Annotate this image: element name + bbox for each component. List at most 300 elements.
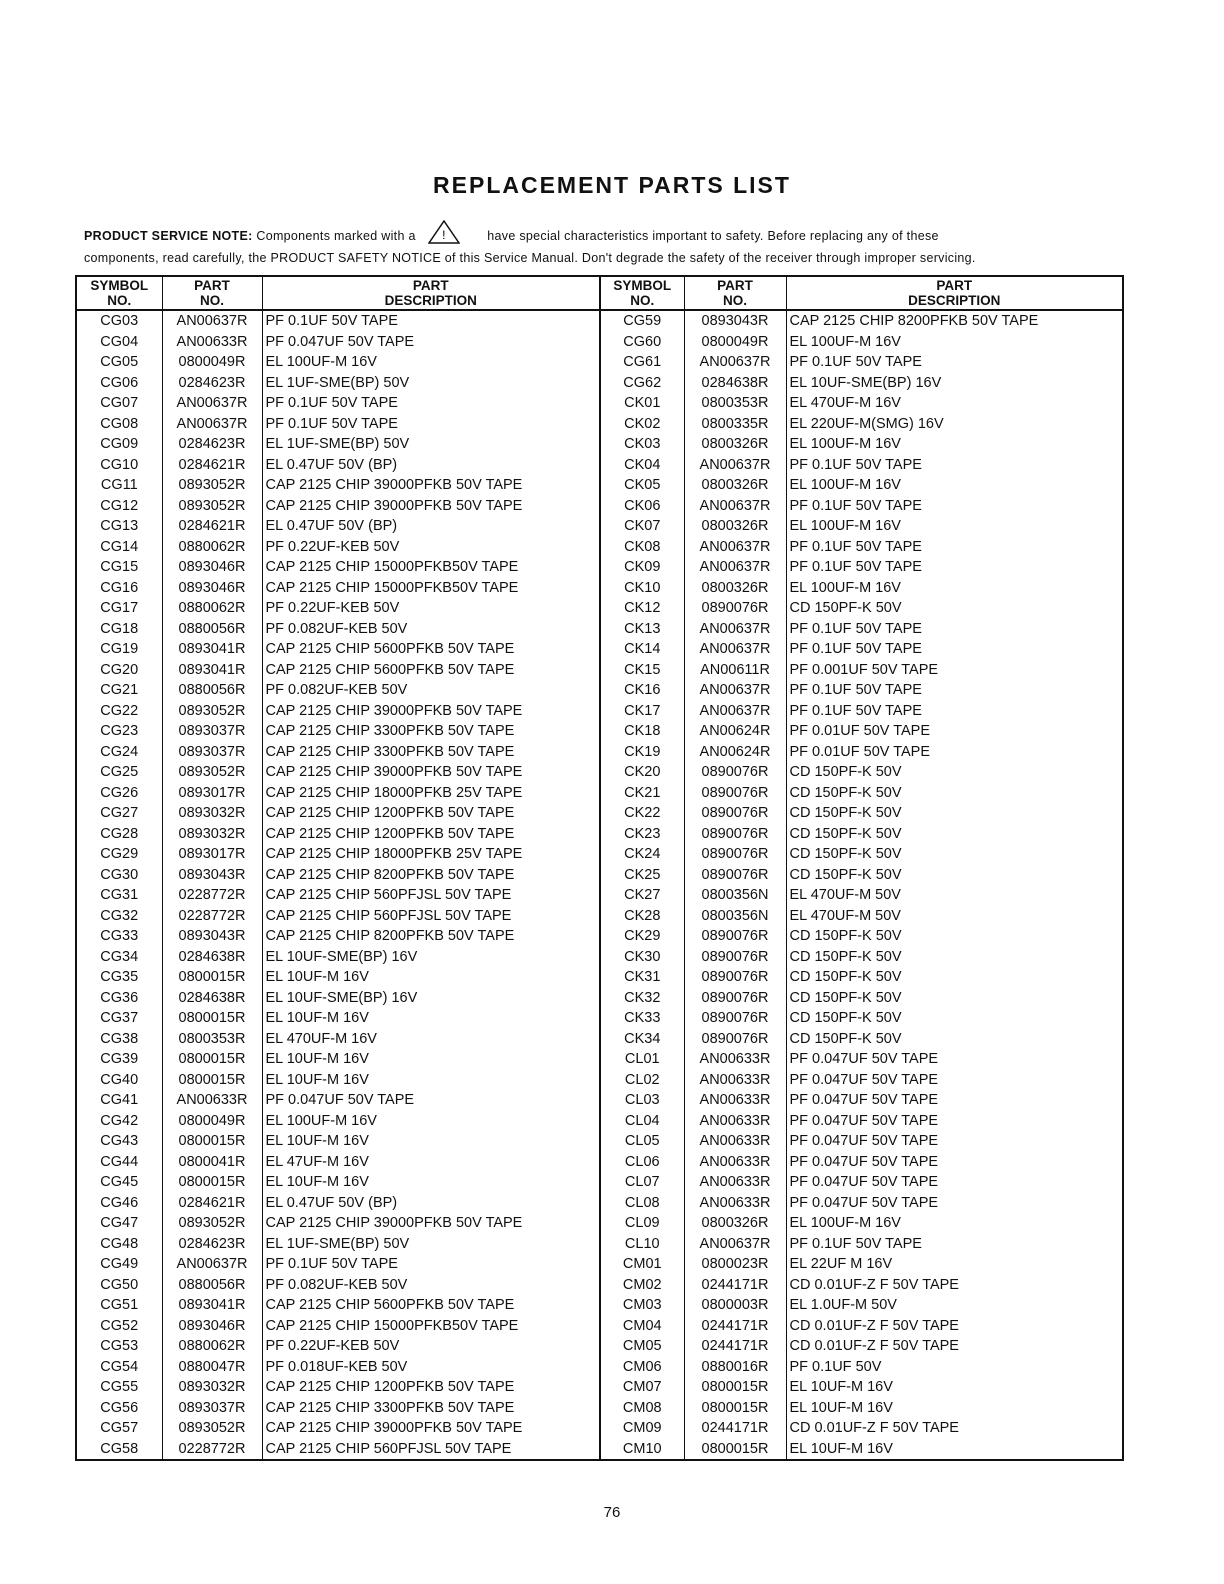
part-no: 0284623R [162,373,262,394]
table-row [76,455,1123,476]
symbol-no: CG33 [100,928,139,945]
part-no: 0893017R [162,844,262,865]
part-description: CAP 2125 CHIP 18000PFKB 25V TAPE [262,844,600,865]
part-no: AN00633R [684,1131,786,1152]
part-no: 0800049R [162,1111,262,1132]
part-description: PF 0.047UF 50V TAPE [786,1070,1123,1091]
part-no: 0893046R [162,1316,262,1337]
part-no: 0880062R [162,537,262,558]
symbol-no: CG60 [600,332,684,353]
part-description: PF 0.1UF 50V TAPE [786,680,1123,701]
symbol-no: CG25 [100,764,139,781]
part-description: PF 0.1UF 50V TAPE [786,455,1123,476]
symbol-no: CK34 [600,1029,684,1050]
symbol-no: CG49 [100,1256,139,1273]
symbol-no: CG50 [100,1276,139,1293]
part-description: CAP 2125 CHIP 15000PFKB50V TAPE [262,557,600,578]
table-row [76,1295,1123,1316]
table-row [76,906,1123,927]
symbol-no: CK28 [600,906,684,927]
part-no: AN00637R [684,496,786,517]
part-description: PF 0.22UF-KEB 50V [262,537,600,558]
symbol-no: CG55 [100,1379,139,1396]
symbol-no: CG43 [100,1133,139,1150]
table-row [76,1070,1123,1091]
symbol-no: CG16 [100,579,139,596]
part-no: 0893041R [162,639,262,660]
part-no: 0893052R [162,1213,262,1234]
symbol-no: CM02 [600,1275,684,1296]
part-description: CD 150PF-K 50V [786,783,1123,804]
symbol-no: CK05 [600,475,684,496]
symbol-no: CG29 [100,846,139,863]
part-no: AN00624R [684,742,786,763]
part-no: 0800015R [162,1172,262,1193]
part-description: CAP 2125 CHIP 1200PFKB 50V TAPE [262,803,600,824]
warning-triangle-icon [428,220,460,249]
part-description: CD 150PF-K 50V [786,1029,1123,1050]
table-row [76,1008,1123,1029]
part-no: 0893032R [162,803,262,824]
symbol-no: CG47 [100,1215,139,1232]
table-row [76,1439,1123,1461]
page-title: REPLACEMENT PARTS LIST [433,172,791,198]
part-no: AN00624R [684,721,786,742]
part-no: AN00637R [684,680,786,701]
part-no: 0800015R [162,1070,262,1091]
part-description: PF 0.047UF 50V TAPE [786,1111,1123,1132]
table-row [76,1316,1123,1337]
part-no: 0284621R [162,1193,262,1214]
symbol-no: CG40 [100,1071,139,1088]
symbol-no: CG61 [600,352,684,373]
table-row [76,393,1123,414]
part-no: 0800003R [684,1295,786,1316]
part-no: AN00611R [684,660,786,681]
symbol-no: CG22 [100,702,139,719]
part-no: 0800353R [162,1029,262,1050]
table-row [76,1357,1123,1378]
table-row [76,475,1123,496]
symbol-no: CG05 [100,354,139,371]
part-no: 0890076R [684,762,786,783]
part-description: CD 150PF-K 50V [786,967,1123,988]
symbol-no: CK20 [600,762,684,783]
symbol-no: CK07 [600,516,684,537]
part-description: PF 0.047UF 50V TAPE [262,1090,600,1111]
part-description: EL 10UF-M 16V [262,1131,600,1152]
part-no: 0800356N [684,885,786,906]
part-description: PF 0.001UF 50V TAPE [786,660,1123,681]
part-no: AN00633R [684,1172,786,1193]
part-description: CD 0.01UF-Z F 50V TAPE [786,1418,1123,1439]
part-description: CD 150PF-K 50V [786,762,1123,783]
table-row [76,598,1123,619]
symbol-no: CL01 [600,1049,684,1070]
part-description: EL 100UF-M 16V [786,516,1123,537]
table-row [76,1418,1123,1439]
table-row [76,414,1123,435]
part-description: EL 100UF-M 16V [786,475,1123,496]
part-description: CAP 2125 CHIP 39000PFKB 50V TAPE [262,701,600,722]
part-description: PF 0.047UF 50V TAPE [786,1090,1123,1111]
part-description: CAP 2125 CHIP 3300PFKB 50V TAPE [262,742,600,763]
symbol-no: CK04 [600,455,684,476]
symbol-no: CK17 [600,701,684,722]
part-description: CD 150PF-K 50V [786,865,1123,886]
part-no: 0890076R [684,967,786,988]
part-description: PF 0.1UF 50V TAPE [786,701,1123,722]
part-description: PF 0.1UF 50V TAPE [786,1234,1123,1255]
part-description: EL 1.0UF-M 50V [786,1295,1123,1316]
part-description: PF 0.1UF 50V TAPE [262,310,600,332]
symbol-no: CK24 [600,844,684,865]
table-row [76,1336,1123,1357]
part-description: PF 0.1UF 50V TAPE [786,619,1123,640]
part-no: AN00633R [684,1193,786,1214]
header-part-description: PART DESCRIPTION [786,276,1123,310]
part-no: 0890076R [684,844,786,865]
part-description: PF 0.018UF-KEB 50V [262,1357,600,1378]
part-description: EL 10UF-M 16V [262,1070,600,1091]
part-description: PF 0.082UF-KEB 50V [262,1275,600,1296]
part-description: EL 1UF-SME(BP) 50V [262,373,600,394]
part-no: 0893043R [684,310,786,332]
table-row [76,660,1123,681]
part-no: 0284638R [684,373,786,394]
part-description: CAP 2125 CHIP 8200PFKB 50V TAPE [262,865,600,886]
symbol-no: CK08 [600,537,684,558]
table-row [76,1029,1123,1050]
table-row [76,783,1123,804]
part-no: 0893037R [162,1398,262,1419]
table-header-row [76,276,1123,310]
table-row [76,1275,1123,1296]
symbol-no: CG51 [100,1297,139,1314]
symbol-no: CG41 [100,1092,139,1109]
table-row [76,1398,1123,1419]
part-description: PF 0.1UF 50V [786,1357,1123,1378]
part-description: PF 0.1UF 50V TAPE [262,414,600,435]
symbol-no: CG30 [100,866,139,883]
header-part-no: PART NO. [684,276,786,310]
part-description: CAP 2125 CHIP 1200PFKB 50V TAPE [262,1377,600,1398]
part-description: CD 150PF-K 50V [786,926,1123,947]
symbol-no: CK14 [600,639,684,660]
part-no: 0800041R [162,1152,262,1173]
part-description: CD 0.01UF-Z F 50V TAPE [786,1275,1123,1296]
symbol-no: CK33 [600,1008,684,1029]
symbol-no: CK23 [600,824,684,845]
part-description: PF 0.1UF 50V TAPE [786,639,1123,660]
symbol-no: CG32 [100,907,139,924]
symbol-no: CK01 [600,393,684,414]
symbol-no: CG20 [100,661,139,678]
table-row [76,434,1123,455]
part-description: CAP 2125 CHIP 5600PFKB 50V TAPE [262,660,600,681]
header-part-description: PART DESCRIPTION [262,276,600,310]
part-no: AN00637R [684,619,786,640]
symbol-no: CG26 [100,784,139,801]
symbol-no: CG07 [100,395,139,412]
part-description: CAP 2125 CHIP 39000PFKB 50V TAPE [262,475,600,496]
part-description: CAP 2125 CHIP 5600PFKB 50V TAPE [262,639,600,660]
symbol-no: CK12 [600,598,684,619]
symbol-no: CG15 [100,559,139,576]
symbol-no: CL04 [600,1111,684,1132]
symbol-no: CG12 [100,497,139,514]
part-no: AN00637R [684,352,786,373]
symbol-no: CM08 [600,1398,684,1419]
symbol-no: CK02 [600,414,684,435]
part-no: 0890076R [684,1008,786,1029]
part-description: EL 470UF-M 50V [786,906,1123,927]
part-description: CD 150PF-K 50V [786,844,1123,865]
part-description: CAP 2125 CHIP 3300PFKB 50V TAPE [262,721,600,742]
part-no: 0890076R [684,926,786,947]
part-description: CAP 2125 CHIP 560PFJSL 50V TAPE [262,906,600,927]
part-no: 0893037R [162,742,262,763]
symbol-no: CM01 [600,1254,684,1275]
part-no: 0800015R [684,1439,786,1461]
symbol-no: CG06 [100,374,139,391]
part-description: CD 0.01UF-Z F 50V TAPE [786,1336,1123,1357]
symbol-no: CG11 [100,477,138,494]
part-description: EL 10UF-SME(BP) 16V [786,373,1123,394]
part-description: PF 0.047UF 50V TAPE [262,332,600,353]
symbol-no: CK21 [600,783,684,804]
part-no: 0800326R [684,516,786,537]
symbol-no: CM04 [600,1316,684,1337]
symbol-no: CG21 [100,682,139,699]
symbol-no: CG48 [100,1235,139,1252]
symbol-no: CK06 [600,496,684,517]
part-no: AN00637R [684,639,786,660]
table-row [76,1254,1123,1275]
symbol-no: CK31 [600,967,684,988]
symbol-no: CG28 [100,825,139,842]
symbol-no: CK29 [600,926,684,947]
part-description: EL 100UF-M 16V [786,1213,1123,1234]
part-description: CAP 2125 CHIP 8200PFKB 50V TAPE [786,310,1123,332]
symbol-no: CL10 [600,1234,684,1255]
part-no: 0800015R [684,1398,786,1419]
table-row [76,742,1123,763]
part-description: CD 0.01UF-Z F 50V TAPE [786,1316,1123,1337]
part-no: AN00633R [684,1111,786,1132]
svg-text:!: ! [441,228,446,242]
part-description: EL 10UF-M 16V [262,1008,600,1029]
symbol-no: CG36 [100,989,139,1006]
part-description: PF 0.047UF 50V TAPE [786,1172,1123,1193]
part-no: 0800356N [684,906,786,927]
part-no: 0893052R [162,496,262,517]
part-description: PF 0.047UF 50V TAPE [786,1193,1123,1214]
part-description: EL 0.47UF 50V (BP) [262,1193,600,1214]
header-part-no: PART NO. [162,276,262,310]
part-description: PF 0.1UF 50V TAPE [262,393,600,414]
symbol-no: CK16 [600,680,684,701]
part-description: CD 150PF-K 50V [786,947,1123,968]
symbol-no: CM07 [600,1377,684,1398]
part-no: 0893052R [162,762,262,783]
part-no: 0284638R [162,988,262,1009]
symbol-no: CG62 [600,373,684,394]
part-no: 0800335R [684,414,786,435]
part-description: PF 0.047UF 50V TAPE [786,1152,1123,1173]
service-note-line2: components, read carefully, the PRODUCT SAFETY NOTICE of this Service Manual. Don't degrade the safety of the receiver through improper servicing. [84,251,976,265]
part-description: EL 1UF-SME(BP) 50V [262,1234,600,1255]
symbol-no: CG13 [100,518,139,535]
part-description: EL 470UF-M 16V [262,1029,600,1050]
part-no: 0228772R [162,885,262,906]
table-row [76,1049,1123,1070]
part-no: 0880062R [162,1336,262,1357]
part-description: CAP 2125 CHIP 39000PFKB 50V TAPE [262,496,600,517]
header-symbol-no: SYMBOL NO. [600,276,684,310]
part-no: 0880062R [162,598,262,619]
part-no: 0880047R [162,1357,262,1378]
symbol-no: CG52 [100,1317,139,1334]
part-no: 0893052R [162,701,262,722]
table-row [76,803,1123,824]
table-row [76,926,1123,947]
service-note-text-cont: have special characteristics important to safety. Before replacing any of these [487,229,939,243]
symbol-no: CK30 [600,947,684,968]
table-row [76,352,1123,373]
symbol-no: CM05 [600,1336,684,1357]
table-row [76,680,1123,701]
symbol-no: CM03 [600,1295,684,1316]
part-description: CAP 2125 CHIP 560PFJSL 50V TAPE [262,885,600,906]
symbol-no: CG46 [100,1194,139,1211]
part-no: 0244171R [684,1418,786,1439]
symbol-no: CM10 [600,1439,684,1461]
part-no: 0893052R [162,475,262,496]
symbol-no: CG56 [100,1399,139,1416]
part-description: EL 220UF-M(SMG) 16V [786,414,1123,435]
table-row [76,721,1123,742]
part-no: AN00633R [162,332,262,353]
symbol-no: CL09 [600,1213,684,1234]
part-no: AN00633R [684,1070,786,1091]
part-no: 0800023R [684,1254,786,1275]
symbol-no: CK09 [600,557,684,578]
part-description: EL 10UF-M 16V [786,1377,1123,1398]
part-description: CAP 2125 CHIP 3300PFKB 50V TAPE [262,1398,600,1419]
part-no: 0244171R [684,1316,786,1337]
part-no: 0800015R [162,1008,262,1029]
part-description: PF 0.1UF 50V TAPE [786,537,1123,558]
part-description: CD 150PF-K 50V [786,824,1123,845]
table-row [76,578,1123,599]
symbol-no: CK13 [600,619,684,640]
table-row [76,1131,1123,1152]
part-no: 0893017R [162,783,262,804]
part-description: CAP 2125 CHIP 39000PFKB 50V TAPE [262,1418,600,1439]
table-row [76,1213,1123,1234]
part-description: CAP 2125 CHIP 560PFJSL 50V TAPE [262,1439,600,1461]
symbol-no: CG42 [100,1112,139,1129]
part-description: PF 0.1UF 50V TAPE [262,1254,600,1275]
symbol-no: CG35 [100,969,139,986]
part-description: EL 10UF-SME(BP) 16V [262,988,600,1009]
table-row [76,1377,1123,1398]
part-no: 0893041R [162,1295,262,1316]
part-description: CAP 2125 CHIP 5600PFKB 50V TAPE [262,1295,600,1316]
table-row [76,1090,1123,1111]
symbol-no: CM09 [600,1418,684,1439]
symbol-no: CL07 [600,1172,684,1193]
part-description: CAP 2125 CHIP 15000PFKB50V TAPE [262,1316,600,1337]
part-no: 0880056R [162,1275,262,1296]
symbol-no: CK15 [600,660,684,681]
symbol-no: CK22 [600,803,684,824]
part-description: PF 0.082UF-KEB 50V [262,619,600,640]
symbol-no: CG14 [100,538,139,555]
part-description: PF 0.047UF 50V TAPE [786,1049,1123,1070]
symbol-no: CG04 [100,333,139,350]
part-no: 0244171R [684,1275,786,1296]
symbol-no: CL05 [600,1131,684,1152]
table-row [76,988,1123,1009]
symbol-no: CG45 [100,1174,139,1191]
part-no: 0228772R [162,906,262,927]
part-no: 0893032R [162,1377,262,1398]
part-no: 0890076R [684,803,786,824]
symbol-no: CG38 [100,1030,139,1047]
service-note [84,220,1154,267]
part-no: 0893043R [162,926,262,947]
symbol-no: CG57 [100,1420,139,1437]
part-description: CAP 2125 CHIP 8200PFKB 50V TAPE [262,926,600,947]
header-symbol-no: SYMBOL NO. [76,276,162,310]
part-no: 0893032R [162,824,262,845]
part-no: AN00637R [684,455,786,476]
part-description: EL 10UF-M 16V [786,1439,1123,1461]
table-row [76,1111,1123,1132]
part-no: AN00637R [162,310,262,332]
symbol-no: CL08 [600,1193,684,1214]
symbol-no: CG39 [100,1051,139,1068]
part-description: PF 0.22UF-KEB 50V [262,1336,600,1357]
symbol-no: CL03 [600,1090,684,1111]
part-no: 0893046R [162,578,262,599]
table-row [76,516,1123,537]
part-no: 0800049R [684,332,786,353]
part-no: 0800049R [162,352,262,373]
part-description: CD 150PF-K 50V [786,1008,1123,1029]
part-description: EL 100UF-M 16V [262,352,600,373]
table-row [76,824,1123,845]
part-no: AN00633R [684,1049,786,1070]
symbol-no: CG54 [100,1358,139,1375]
symbol-no: CL06 [600,1152,684,1173]
part-description: EL 10UF-M 16V [262,1049,600,1070]
part-no: 0880056R [162,619,262,640]
part-no: 0800015R [684,1377,786,1398]
table-row [76,557,1123,578]
symbol-no: CK19 [600,742,684,763]
symbol-no: CG34 [100,948,139,965]
part-description: CAP 2125 CHIP 1200PFKB 50V TAPE [262,824,600,845]
symbol-no: CK27 [600,885,684,906]
part-description: PF 0.01UF 50V TAPE [786,721,1123,742]
part-description: PF 0.22UF-KEB 50V [262,598,600,619]
part-description: EL 0.47UF 50V (BP) [262,455,600,476]
symbol-no: CK25 [600,865,684,886]
part-no: 0893041R [162,660,262,681]
